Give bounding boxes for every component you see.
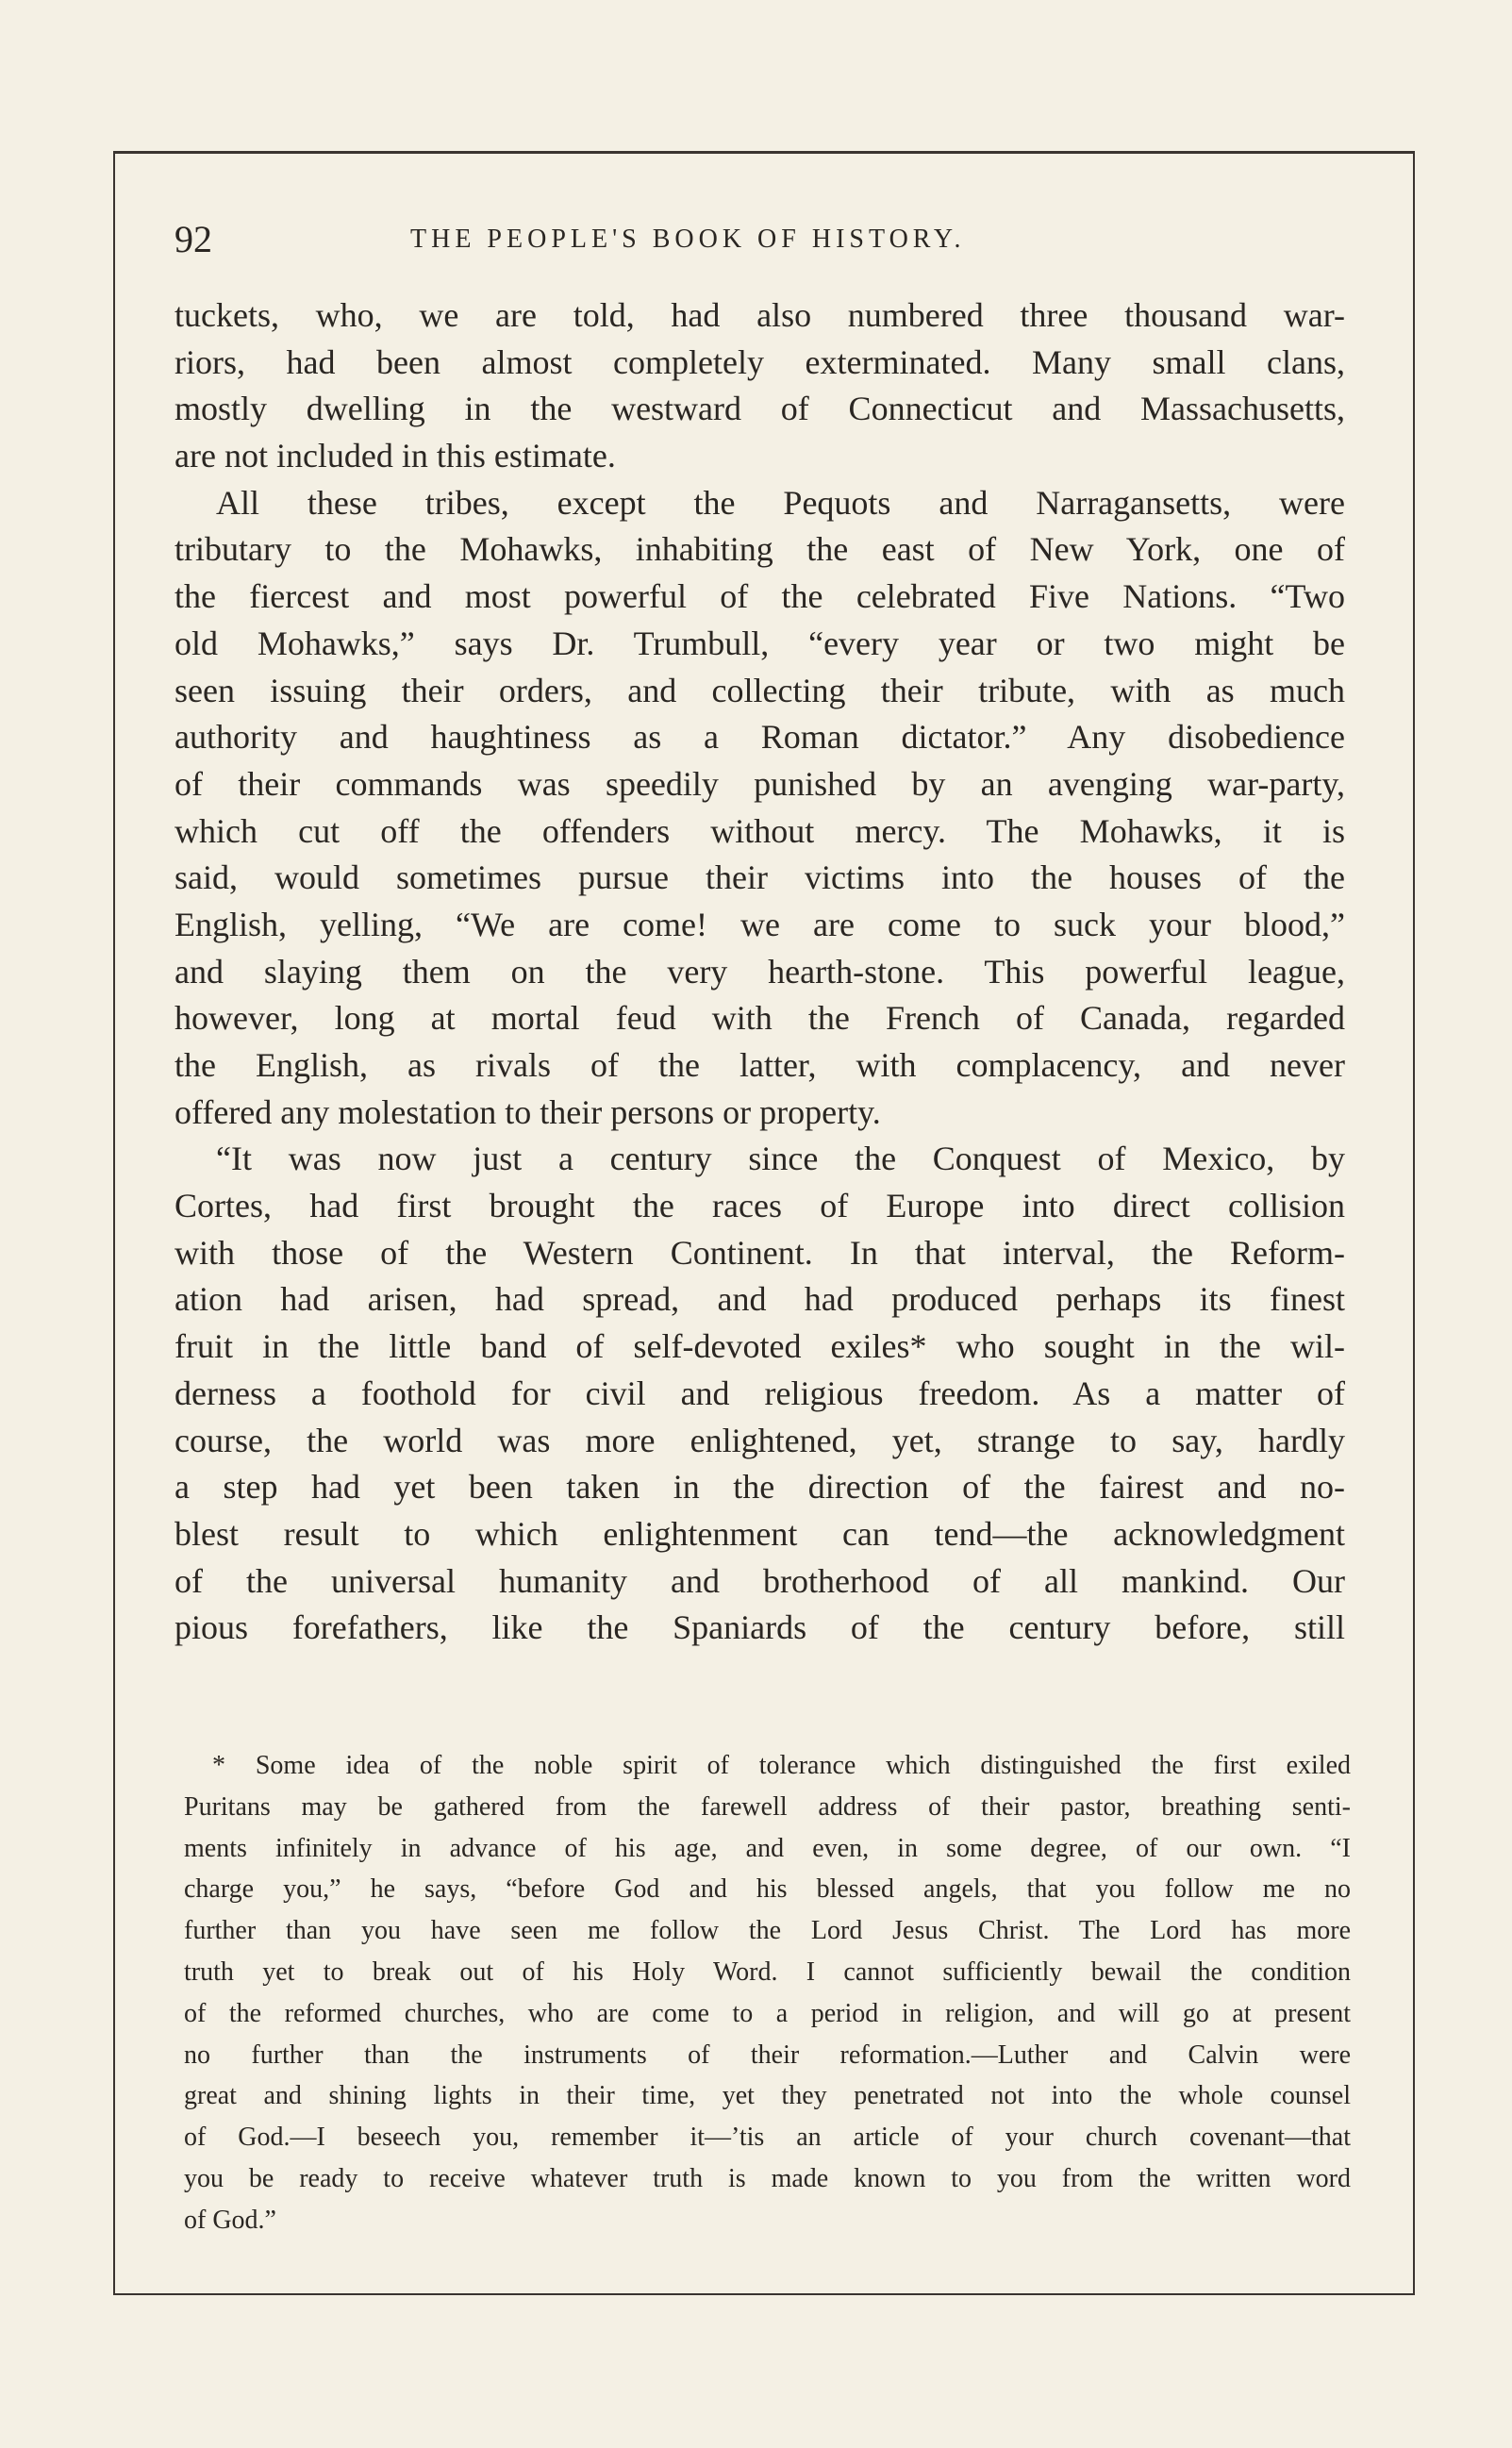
text-line: of the universal humanity and brotherhood of all mankind. Our — [174, 1561, 1345, 1600]
text-line: and slaying them on the very hearth-stone. This powerful league, — [174, 952, 1345, 991]
text-line: riors, had been almost completely exterminated. Many small clans, — [174, 342, 1345, 381]
text-line: a step had yet been taken in the direction of the fairest and no- — [174, 1468, 1345, 1507]
running-head: THE PEOPLE'S BOOK OF HISTORY. — [410, 225, 966, 254]
text-line: which cut off the offenders without mercy. The Mohawks, it is — [174, 811, 1345, 850]
text-line: tuckets, who, we are told, had also numbered three thousand war- — [174, 296, 1345, 334]
text-line: authority and haughtiness as a Roman dictator.” Any disobedience — [174, 718, 1345, 757]
page-header — [174, 217, 1349, 264]
text-line: tributary to the Mohawks, inhabiting the east of New York, one of — [174, 530, 1345, 569]
text-line: said, would sometimes pursue their victims into the houses of the — [174, 858, 1345, 897]
text-line: of God.” — [184, 2205, 276, 2235]
text-line: Puritans may be gathered from the farewell address of their pastor, breathing senti- — [184, 1791, 1351, 1822]
text-line: blest result to which enlightenment can tend—the acknowledgment — [174, 1514, 1345, 1553]
text-line: however, long at mortal feud with the French of Canada, regarded — [174, 999, 1345, 1038]
text-line: offered any molestation to their persons or property. — [174, 1092, 881, 1131]
text-line: English, yelling, “We are come! we are come to suck your blood,” — [174, 905, 1345, 943]
text-line: ments infinitely in advance of his age, and even, in some degree, of our own. “I — [184, 1833, 1351, 1863]
text-line: seen issuing their orders, and collecting their tribute, with as much — [174, 671, 1345, 709]
text-line: truth yet to break out of his Holy Word. I cannot sufficiently bewail the condition — [184, 1957, 1351, 1987]
text-line: ation had arisen, had spread, and had produced perhaps its finest — [174, 1280, 1345, 1319]
text-line: All these tribes, except the Pequots and Narragansetts, were — [216, 483, 1345, 522]
text-line: mostly dwelling in the westward of Connecticut and Massachusetts, — [174, 390, 1345, 428]
text-line: old Mohawks,” says Dr. Trumbull, “every year or two might be — [174, 624, 1345, 662]
text-line: the English, as rivals of the latter, with complacency, and never — [174, 1046, 1345, 1084]
text-line: of God.—I beseech you, remember it—’tis an article of your church covenant—that — [184, 2123, 1351, 2153]
body-text — [174, 292, 1345, 1652]
text-line: course, the world was more enlightened, yet, strange to say, hardly — [174, 1421, 1345, 1459]
text-line: Cortes, had first brought the races of Europe into direct collision — [174, 1187, 1345, 1225]
text-line: fruit in the little band of self-devoted exiles* who sought in the wil- — [174, 1327, 1345, 1366]
text-line: derness a foothold for civil and religious freedom. As a matter of — [174, 1374, 1345, 1412]
text-line: with those of the Western Continent. In that interval, the Reform- — [174, 1233, 1345, 1272]
text-line: of the reformed churches, who are come to a period in religion, and will go at present — [184, 1998, 1351, 2028]
text-line: the fiercest and most powerful of the celebrated Five Nations. “Two — [174, 577, 1345, 616]
text-line: no further than the instruments of their reformation.—Luther and Calvin were — [184, 2040, 1351, 2070]
text-line: charge you,” he says, “before God and his blessed angels, that you follow me no — [184, 1874, 1351, 1905]
text-line: great and shining lights in their time, yet they penetrated not into the whole counsel — [184, 2081, 1351, 2111]
text-line: of their commands was speedily punished by an avenging war-party, — [174, 764, 1345, 803]
text-line: you be ready to receive whatever truth is made known to you from the written word — [184, 2163, 1351, 2193]
text-line: “It was now just a century since the Conquest of Mexico, by — [216, 1140, 1345, 1178]
page-number: 92 — [174, 218, 212, 260]
text-line: further than you have seen me follow the Lord Jesus Christ. The Lord has more — [184, 1916, 1351, 1946]
text-line: pious forefathers, like the Spaniards of the century before, still — [174, 1608, 1345, 1647]
text-line: are not included in this estimate. — [174, 437, 616, 475]
text-line: * Some idea of the noble spirit of tolerance which distinguished the first exiled — [212, 1751, 1351, 1780]
footnote — [184, 1745, 1351, 2241]
